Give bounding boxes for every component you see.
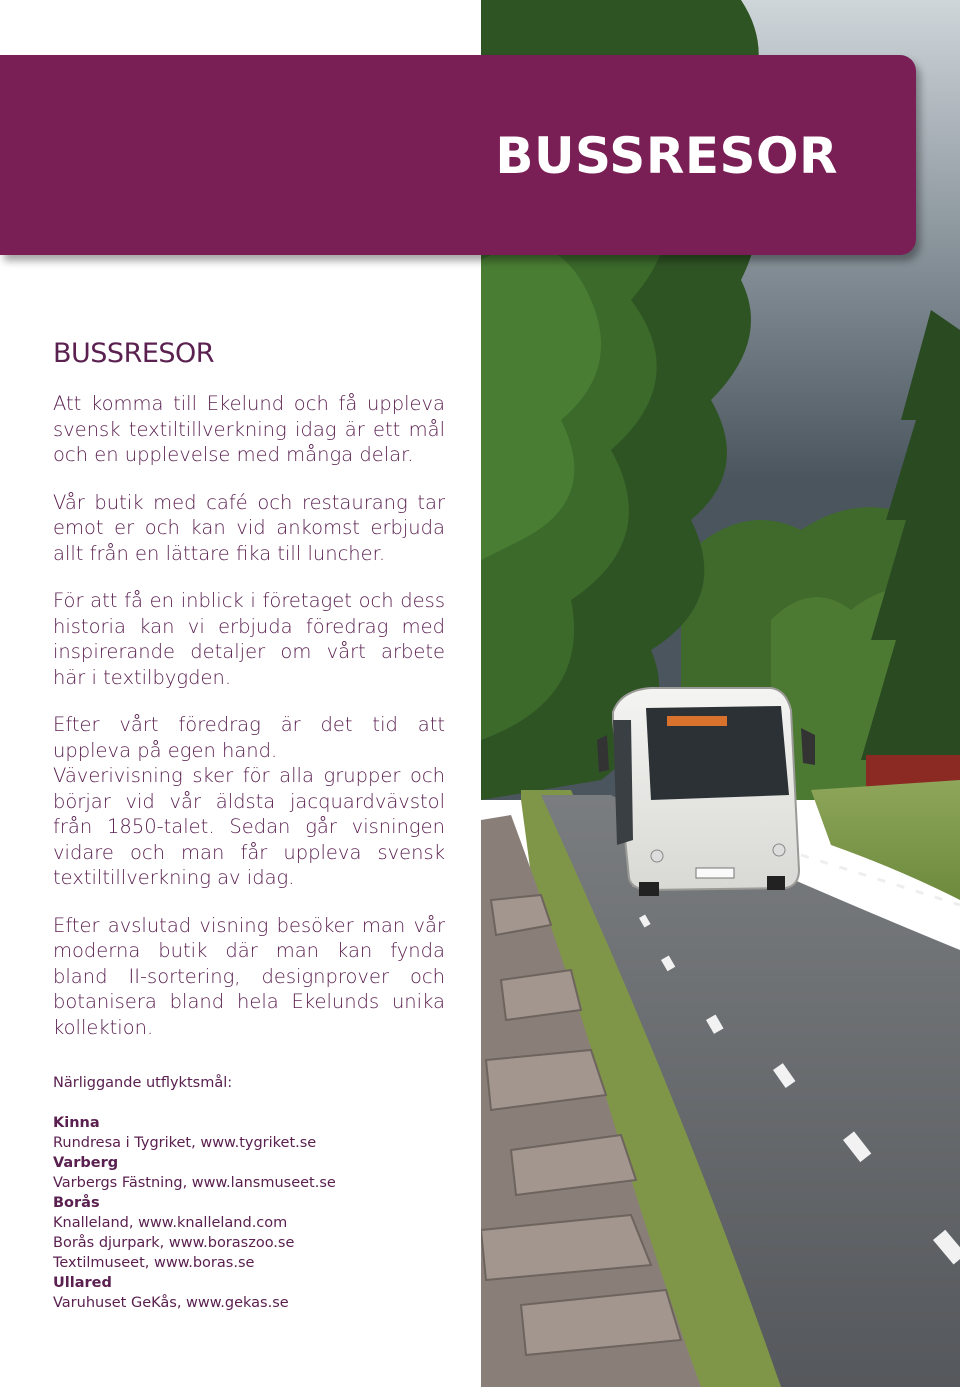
place-item: Varbergs Fästning, www.lansmuseet.se	[53, 1175, 336, 1191]
store-paragraph: Efter avslutad visning besöker man vår moderna butik där man kan fynda bland II-sortering, designprover och botanisera bland hela Ekelunds unika kollektion.	[53, 913, 445, 1039]
shop-cafe-paragraph: Vår butik med café och restaurang tar emot er och kan vid ankomst erbjuda allt från en lättare fika till luncher.	[53, 490, 445, 565]
banner-title: BUSSRESOR	[495, 127, 838, 185]
place-varberg	[53, 1153, 453, 1193]
place-name: Ullared	[53, 1275, 112, 1291]
place-item: Varuhuset GeKås, www.gekas.se	[53, 1295, 289, 1311]
intro-paragraph: Att komma till Ekelund och få uppleva svensk textiltillverkning idag är ett mål och en upplevelse med många delar.	[53, 392, 445, 466]
place-item: Borås djurpark, www.boraszoo.se	[53, 1235, 295, 1251]
nearby-heading: Närliggande utflyktsmål:	[53, 1075, 233, 1091]
place-name: Kinna	[53, 1115, 100, 1131]
place-ullared	[53, 1273, 453, 1313]
lecture-paragraph: För att få en inblick i företaget och dess historia kan vi erbjuda föredrag med inspirerande detaljer om vårt arbete här i textilbygden.	[53, 589, 445, 689]
place-kinna	[53, 1113, 453, 1153]
place-item: Textilmuseet, www.boras.se	[53, 1255, 255, 1271]
place-name: Borås	[53, 1195, 100, 1211]
weaving-tour-paragraph: Väverivisning sker för alla grupper och börjar vid vår äldsta jacquardvävstol från 1850-talet. Sedan går visningen vidare och man får uppleva svensk textiltillverkning av idag.	[53, 764, 445, 889]
nearby-destinations	[53, 1073, 453, 1313]
place-name: Varberg	[53, 1155, 119, 1171]
title-banner	[0, 55, 916, 255]
place-item: Rundresa i Tygriket, www.tygriket.se	[53, 1135, 317, 1151]
place-item: Knalleland, www.knalleland.com	[53, 1215, 288, 1231]
main-text-column	[53, 338, 445, 1062]
place-boras	[53, 1193, 453, 1273]
own-time-paragraph: Efter vårt föredrag är det tid att uppleva på egen hand.	[53, 713, 445, 762]
section-title: BUSSRESOR	[53, 338, 215, 369]
